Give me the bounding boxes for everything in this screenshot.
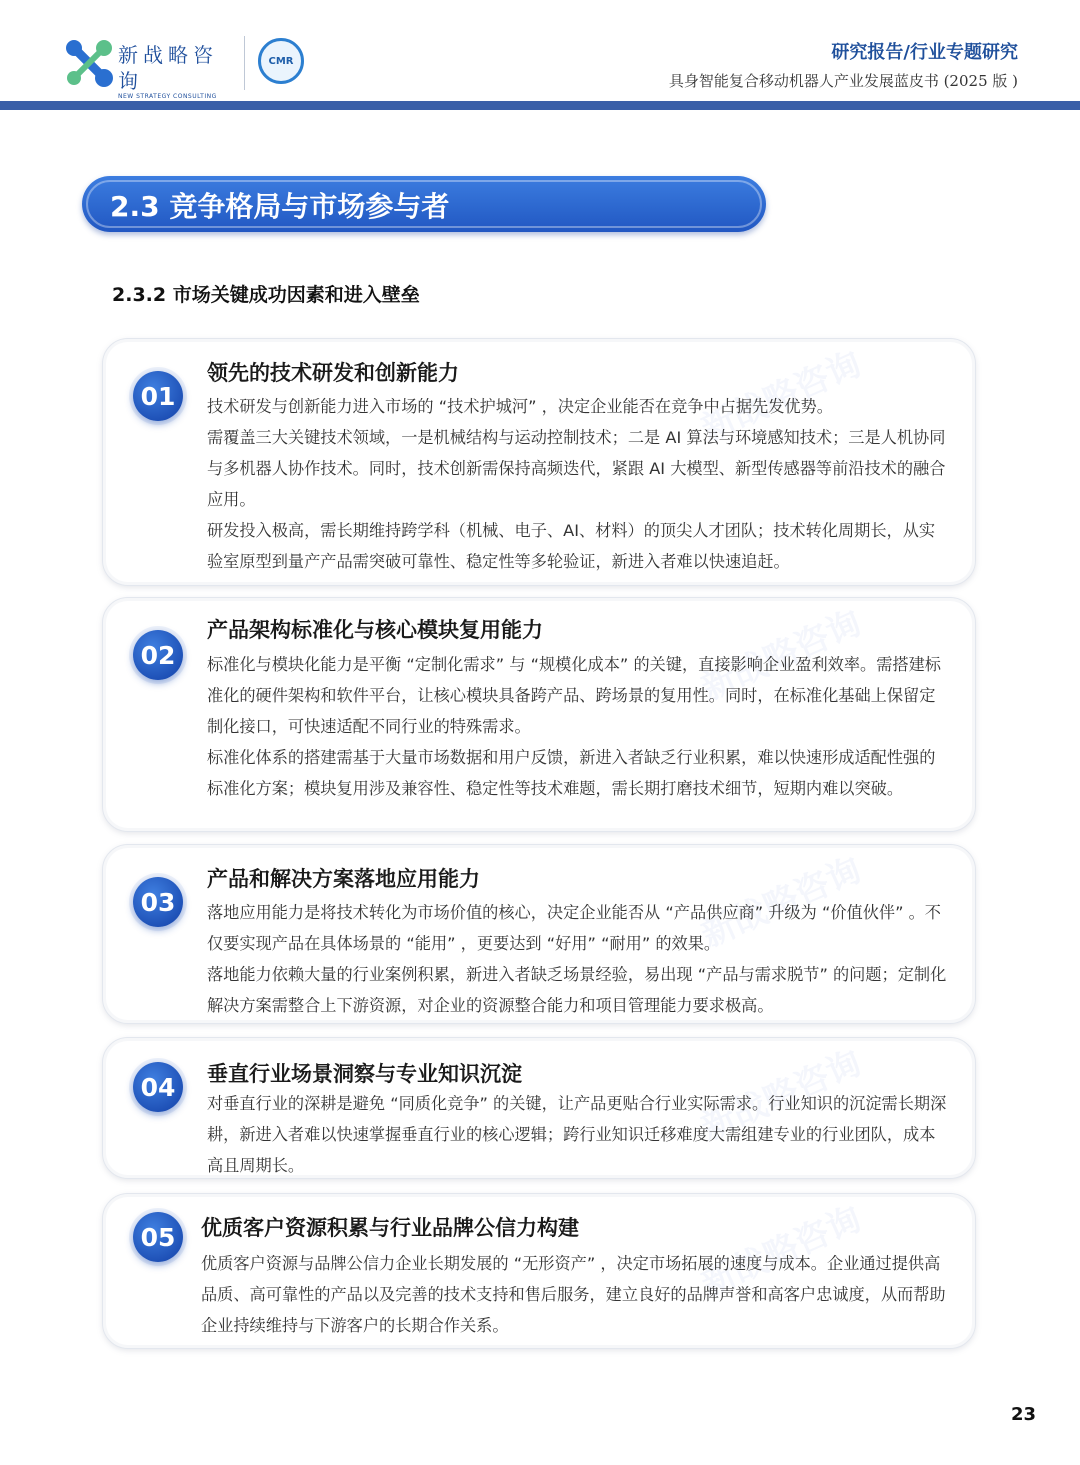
card-paragraph: 标准化体系的搭建需基于大量市场数据和用户反馈，新进入者缺乏行业积累，难以快速形成适配性强的标准化方案；模块复用涉及兼容性、稳定性等技术难题，需长期打磨技术细节，短期内难以突破。 (207, 748, 936, 798)
card-number: 02 (140, 640, 176, 670)
cmr-badge-text: CMR (268, 55, 294, 67)
card-title: 产品架构标准化与核心模块复用能力 (207, 618, 543, 642)
page-header (0, 0, 1080, 110)
header-divider-bar (0, 101, 1080, 110)
card-title: 产品和解决方案落地应用能力 (207, 867, 480, 891)
page-number: 23 (1010, 1404, 1036, 1425)
factor-card-02 (102, 597, 976, 832)
card-body (207, 649, 947, 804)
card-paragraph: 标准化与模块化能力是平衡 “定制化需求” 与 “规模化成本” 的关键，直接影响企业盈利效率。需搭建标准化的硬件架构和软件平台，让核心模块具备跨产品、跨场景的复用性。同时，在标准化基础上保留定制化接口，可快速适配不同行业的特殊需求。 (207, 655, 941, 736)
card-body (207, 897, 947, 1021)
card-paragraph: 需覆盖三大关键技术领域，一是机械结构与运动控制技术；二是 AI 算法与环境感知技术；三是人机协同与多机器人协作技术。同时，技术创新需保持高频迭代，紧跟 AI 大模型、新型传感器等前沿技术的融合应用。 (207, 428, 946, 509)
card-paragraph: 技术研发与创新能力进入市场的 “技术护城河” ，决定企业能否在竞争中占据先发优势。 (207, 397, 833, 416)
card-number: 01 (140, 381, 176, 411)
card-title: 垂直行业场景洞察与专业知识沉淀 (207, 1062, 522, 1086)
cmr-badge-logo (258, 38, 304, 84)
number-badge (133, 1062, 183, 1112)
card-paragraph: 研发投入极高，需长期维持跨学科（机械、电子、AI、材料）的顶尖人才团队；技术转化周期长，从实验室原型到量产产品需突破可靠性、稳定性等多轮验证，新进入者难以快速追赶。 (207, 521, 936, 571)
company-logo-subtext: NEW STRATEGY CONSULTING (118, 93, 217, 100)
card-title: 领先的技术研发和创新能力 (207, 361, 459, 385)
card-number: 04 (140, 1072, 176, 1102)
watermark: 新战略咨询 (695, 849, 868, 956)
watermark: 新战略咨询 (695, 1198, 868, 1305)
section-banner (82, 176, 766, 232)
card-title: 优质客户资源积累与行业品牌公信力构建 (201, 1216, 579, 1240)
watermark: 新战略咨询 (695, 602, 868, 709)
factor-card-01 (102, 338, 976, 586)
watermark: 新战略咨询 (695, 343, 868, 450)
report-type: 研究报告/行业专题研究 (831, 42, 1018, 63)
factor-card-05 (102, 1193, 976, 1349)
logo-divider (244, 36, 245, 90)
card-body (207, 391, 947, 577)
card-number: 03 (140, 887, 176, 917)
section-title: 2.3 竞争格局与市场参与者 (110, 190, 450, 223)
card-paragraph: 对垂直行业的深耕是避免 “同质化竞争” 的关键，让产品更贴合行业实际需求。行业知识的沉淀需长期深耕，新进入者难以快速掌握垂直行业的核心逻辑；跨行业知识迁移难度大需组建专业的行业团队，成本高且周期长。 (207, 1094, 947, 1175)
number-badge (133, 630, 183, 680)
company-logo-icon (64, 38, 114, 88)
report-title: 具身智能复合移动机器人产业发展蓝皮书 (2025 版 ) (668, 72, 1018, 90)
factor-card-03 (102, 844, 976, 1024)
number-badge (133, 1212, 183, 1262)
factor-card-04 (102, 1037, 976, 1179)
number-badge (133, 371, 183, 421)
subsection-title: 2.3.2 市场关键成功因素和进入壁垒 (112, 284, 420, 306)
card-body (207, 1088, 947, 1179)
card-paragraph: 落地应用能力是将技术转化为市场价值的核心，决定企业能否从 “产品供应商” 升级为 “价值伙伴” 。不仅要实现产品在具体场景的 “能用” ，更要达到 “好用” “耐用” 的效果。 (207, 903, 941, 953)
company-logo-text: 新战略咨询 (118, 43, 218, 93)
number-badge (133, 877, 183, 927)
card-paragraph: 优质客户资源与品牌公信力企业长期发展的 “无形资产” ，决定市场拓展的速度与成本。企业通过提供高品质、高可靠性的产品以及完善的技术支持和售后服务，建立良好的品牌声誉和高客户忠诚度，从而帮助企业持续维持与下游客户的长期合作关系。 (201, 1254, 946, 1335)
watermark: 新战略咨询 (695, 1042, 868, 1149)
card-number: 05 (140, 1222, 176, 1252)
card-body (201, 1248, 947, 1341)
card-paragraph: 落地能力依赖大量的行业案例积累，新进入者缺乏场景经验，易出现 “产品与需求脱节” 的问题；定制化解决方案需整合上下游资源，对企业的资源整合能力和项目管理能力要求极高。 (207, 965, 947, 1015)
